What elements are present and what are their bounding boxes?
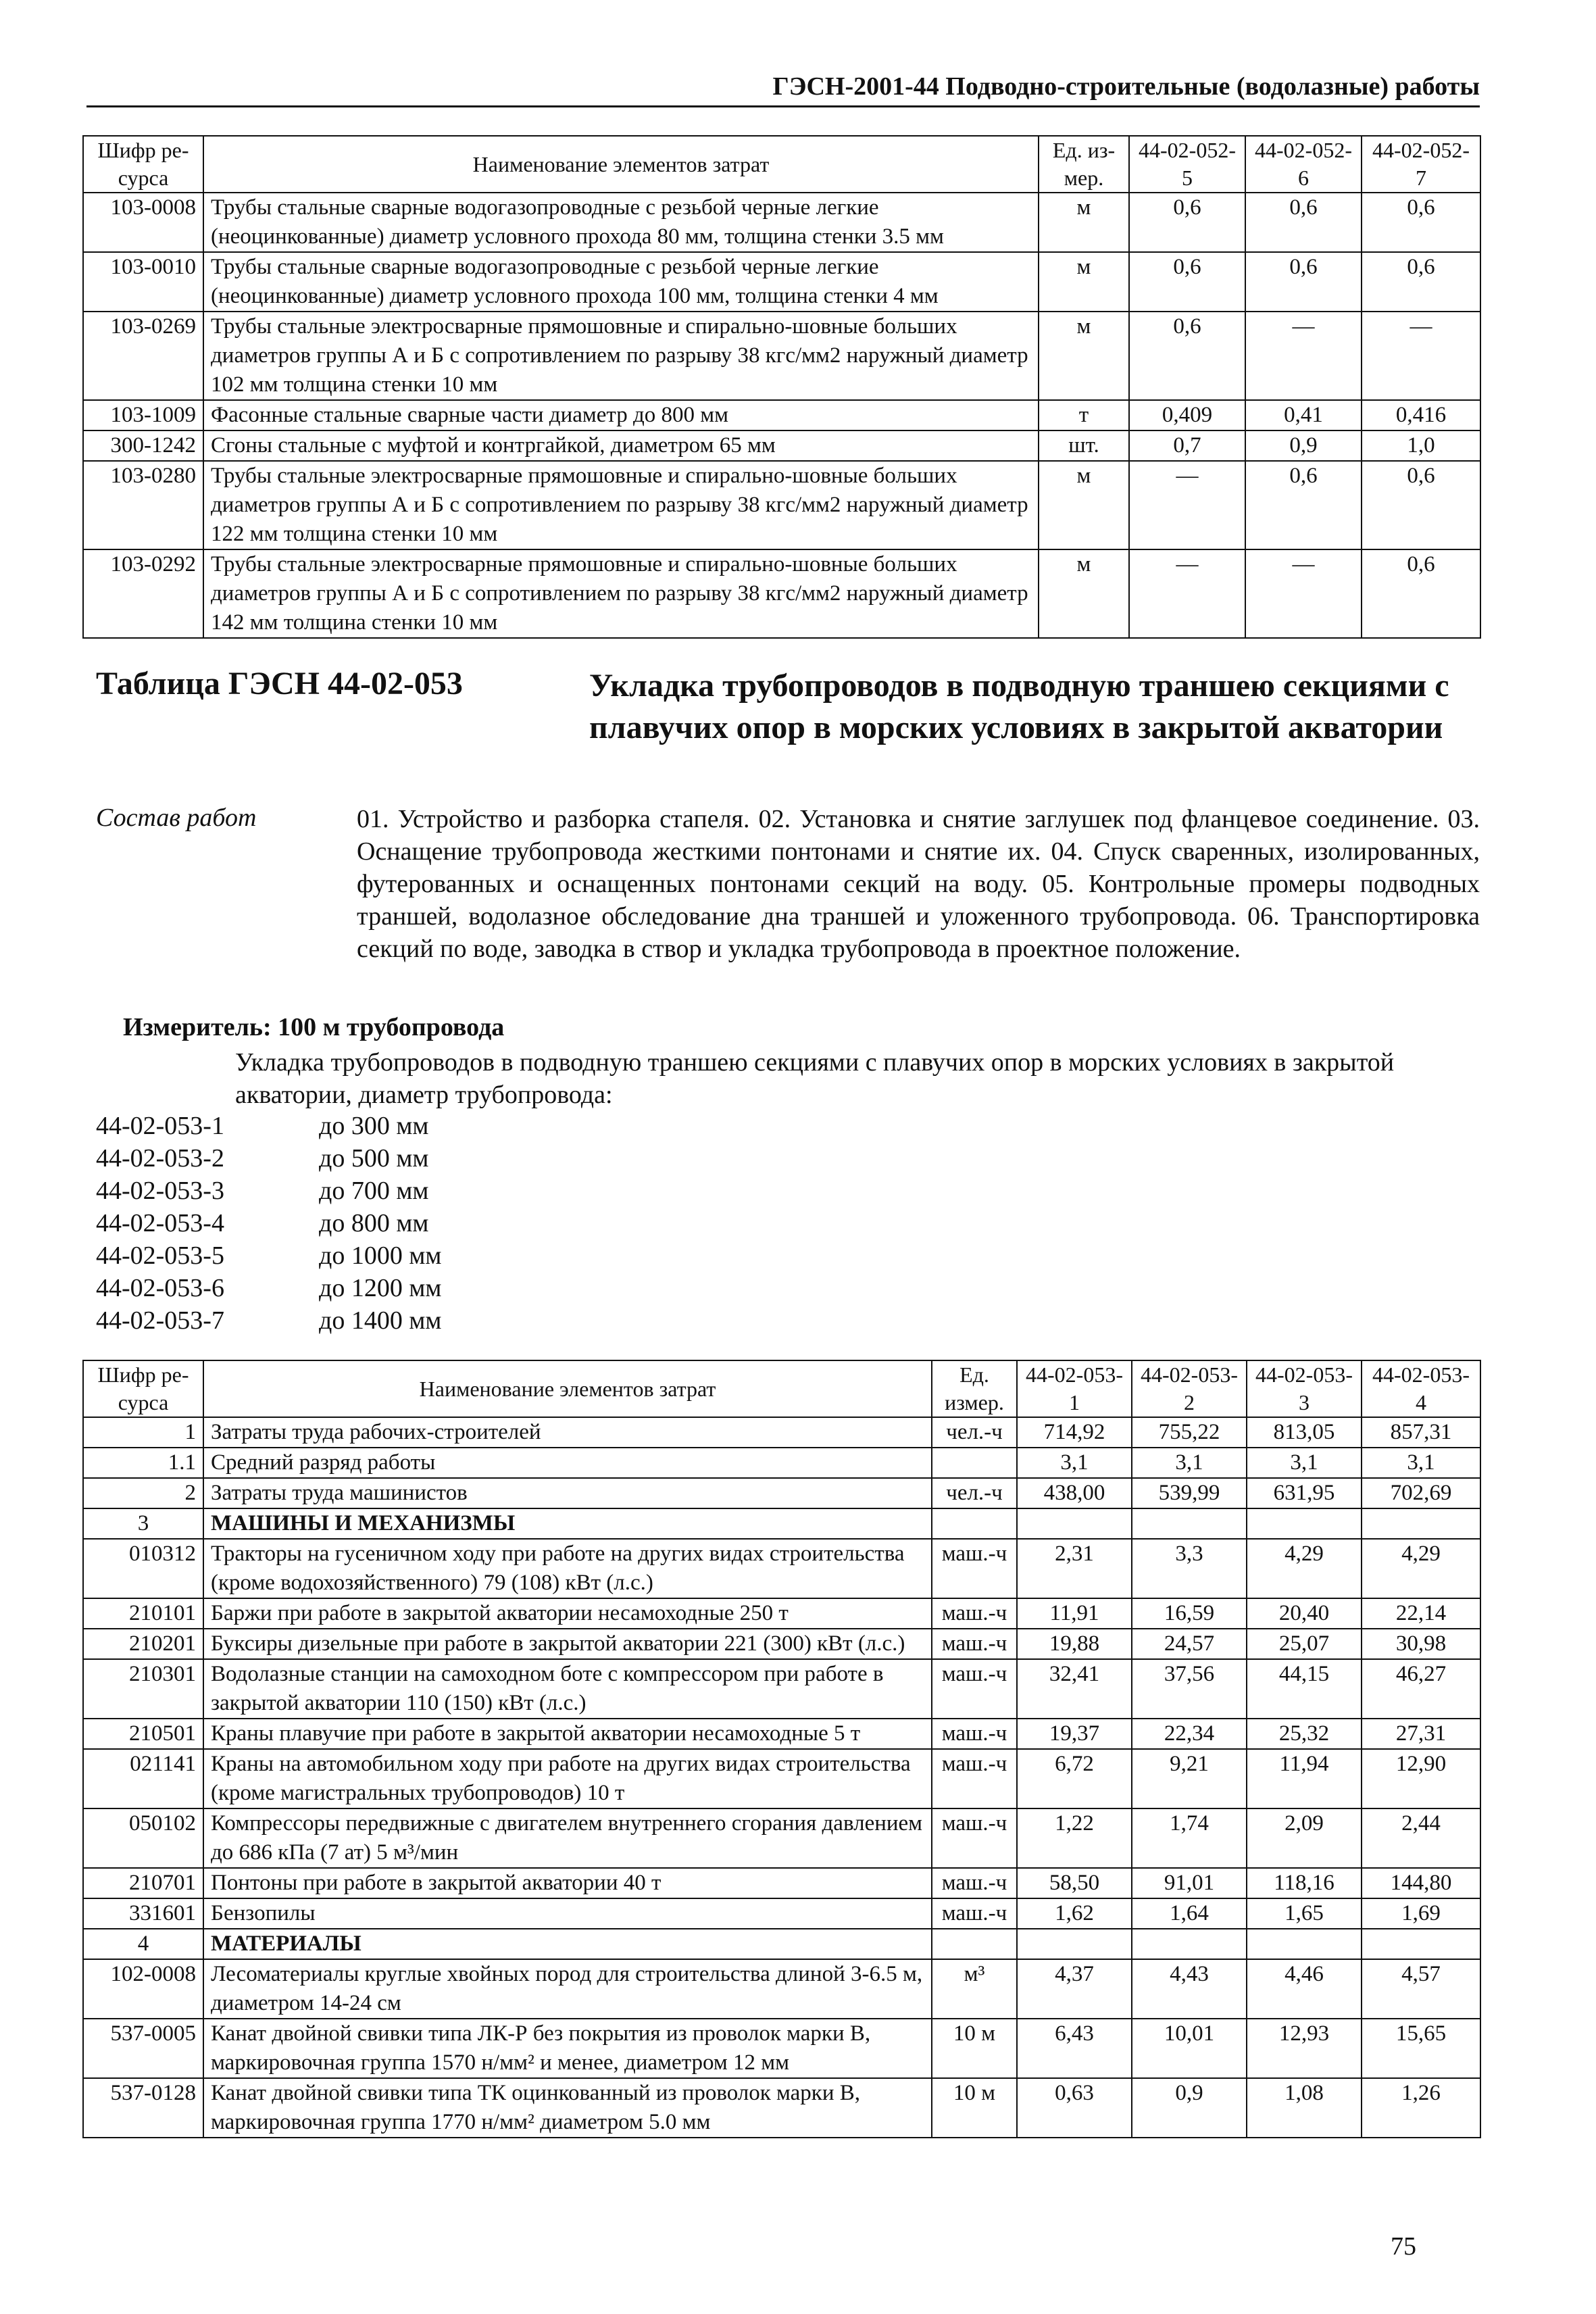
variant-value: до 500 мм	[319, 1144, 429, 1173]
variant-item	[96, 1175, 441, 1207]
value-cell: 1,08	[1247, 2078, 1362, 2138]
unit-cell: маш.-ч	[932, 1868, 1017, 1898]
col-header-variant: 44-02-052-7	[1362, 136, 1480, 193]
value-cell: 0,7	[1129, 430, 1245, 461]
value-cell: 118,16	[1247, 1868, 1362, 1898]
header-rule	[86, 105, 1480, 107]
value-cell: 25,07	[1247, 1629, 1362, 1659]
value-cell: 4,46	[1247, 1959, 1362, 2019]
unit-cell: маш.-ч	[932, 1749, 1017, 1808]
value-cell: 3,3	[1132, 1539, 1247, 1598]
value-cell: 3,1	[1132, 1448, 1247, 1478]
resources-table-053	[82, 1360, 1481, 2138]
col-header-code: Шифр ре-сурса	[83, 136, 203, 193]
value-cell: 0,6	[1129, 252, 1245, 312]
value-cell: 0,6	[1362, 193, 1480, 252]
variant-item	[96, 1239, 441, 1272]
resource-name-cell: Трубы стальные электросварные прямошовные и спирально-шовные больших диаметров группы А и Б с сопротивлением по разрыву 38 кгс/мм2 наружный диаметр 102 мм толщина стенки 10 мм	[203, 312, 1039, 400]
table-row	[83, 1929, 1480, 1959]
value-cell: 12,93	[1247, 2019, 1362, 2078]
variant-value: до 700 мм	[319, 1177, 429, 1205]
resource-code-cell: 103-1009	[83, 400, 203, 430]
value-cell: 0,6	[1129, 312, 1245, 400]
value-cell: 91,01	[1132, 1868, 1247, 1898]
value-cell: 813,05	[1247, 1417, 1362, 1448]
table-row	[83, 549, 1480, 638]
resource-name-cell: Понтоны при работе в закрытой акватории 40 т	[203, 1868, 932, 1898]
value-cell: 714,92	[1017, 1417, 1132, 1448]
resource-name-cell: МАТЕРИАЛЫ	[203, 1929, 932, 1959]
value-cell: 11,94	[1247, 1749, 1362, 1808]
value-cell: 58,50	[1017, 1868, 1132, 1898]
table-row	[83, 2078, 1480, 2138]
variant-code: 44-02-053-6	[96, 1274, 224, 1302]
value-cell: 9,21	[1132, 1749, 1247, 1808]
resource-code-cell: 103-0010	[83, 252, 203, 312]
resource-code-cell: 1	[83, 1417, 203, 1448]
variant-code: 44-02-053-2	[96, 1144, 224, 1173]
table-body	[83, 1417, 1480, 2138]
value-cell: 22,34	[1132, 1719, 1247, 1749]
value-cell: 3,1	[1362, 1448, 1480, 1478]
variant-value: до 300 мм	[319, 1112, 429, 1140]
value-cell	[1017, 1929, 1132, 1959]
unit-cell: чел.-ч	[932, 1417, 1017, 1448]
resource-code-cell: 103-0008	[83, 193, 203, 252]
table-row	[83, 1659, 1480, 1719]
resource-code-cell: 537-0005	[83, 2019, 203, 2078]
value-cell: 438,00	[1017, 1478, 1132, 1508]
resource-name-cell: Сгоны стальные с муфтой и контргайкой, диаметром 65 мм	[203, 430, 1039, 461]
value-cell: 1,74	[1132, 1808, 1247, 1868]
col-header-variant: 44-02-052-6	[1245, 136, 1362, 193]
value-cell: 0,63	[1017, 2078, 1132, 2138]
page-number: 75	[1391, 2232, 1416, 2261]
value-cell: 1,26	[1362, 2078, 1480, 2138]
unit-cell: маш.-ч	[932, 1719, 1017, 1749]
value-cell	[1132, 1508, 1247, 1539]
variant-item	[96, 1272, 441, 1304]
value-cell: 19,88	[1017, 1629, 1132, 1659]
table-row	[83, 430, 1480, 461]
value-cell: 15,65	[1362, 2019, 1480, 2078]
value-cell: 631,95	[1247, 1478, 1362, 1508]
work-composition-label: Состав работ	[96, 804, 257, 832]
table-row	[83, 461, 1480, 549]
resource-name-cell: Трубы стальные сварные водогазопроводные с резьбой черные легкие (неоцинкованные) диаметр условного прохода 80 мм, толщина стенки 3.5 мм	[203, 193, 1039, 252]
value-cell: 10,01	[1132, 2019, 1247, 2078]
value-cell: 4,29	[1362, 1539, 1480, 1598]
unit-cell: маш.-ч	[932, 1598, 1017, 1629]
unit-cell: м	[1039, 461, 1129, 549]
variant-item	[96, 1304, 441, 1337]
variant-value: до 1000 мм	[319, 1241, 442, 1270]
unit-cell	[932, 1929, 1017, 1959]
value-cell: 0,6	[1362, 461, 1480, 549]
meter-description: Укладка трубопроводов в подводную траншею секциями с плавучих опор в морских условиях в закрытой акватории, диаметр трубопровода:	[235, 1048, 1395, 1109]
table-row	[83, 193, 1480, 252]
variant-code: 44-02-053-1	[96, 1112, 224, 1140]
variant-item	[96, 1142, 441, 1175]
unit-cell: маш.-ч	[932, 1808, 1017, 1868]
resource-name-cell: Баржи при работе в закрытой акватории несамоходные 250 т	[203, 1598, 932, 1629]
unit-cell: маш.-ч	[932, 1629, 1017, 1659]
resource-name-cell: Краны плавучие при работе в закрытой акватории несамоходные 5 т	[203, 1719, 932, 1749]
resource-code-cell: 210201	[83, 1629, 203, 1659]
unit-cell: м	[1039, 549, 1129, 638]
value-cell: 0,6	[1362, 549, 1480, 638]
resource-name-cell: Затраты труда рабочих-строителей	[203, 1417, 932, 1448]
value-cell: 20,40	[1247, 1598, 1362, 1629]
resource-code-cell: 010312	[83, 1539, 203, 1598]
value-cell: 44,15	[1247, 1659, 1362, 1719]
col-header-name: Наименование элементов затрат	[203, 136, 1039, 193]
resource-code-cell: 103-0280	[83, 461, 203, 549]
value-cell: 144,80	[1362, 1868, 1480, 1898]
table-row	[83, 1749, 1480, 1808]
table-row	[83, 1719, 1480, 1749]
unit-cell: м	[1039, 193, 1129, 252]
unit-cell	[932, 1448, 1017, 1478]
value-cell: 0,9	[1132, 2078, 1247, 2138]
unit-cell: шт.	[1039, 430, 1129, 461]
table-row	[83, 1868, 1480, 1898]
variant-code: 44-02-053-4	[96, 1209, 224, 1237]
table-body	[83, 193, 1480, 638]
value-cell: 857,31	[1362, 1417, 1480, 1448]
resource-name-cell: Тракторы на гусеничном ходу при работе на других видах строительства (кроме водохозяйственного) 79 (108) кВт (л.с.)	[203, 1539, 932, 1598]
table-row	[83, 1508, 1480, 1539]
value-cell: 0,6	[1245, 252, 1362, 312]
table-row	[83, 1959, 1480, 2019]
col-header-variant: 44-02-053-3	[1247, 1360, 1362, 1417]
resource-name-cell: Канат двойной свивки типа ЛК-Р без покрытия из проволок марки В, маркировочная группа 1570 н/мм² и менее, диаметром 12 мм	[203, 2019, 932, 2078]
resource-name-cell: Краны на автомобильном ходу при работе на других видах строительства (кроме магистральных трубопроводов) 10 т	[203, 1749, 932, 1808]
resource-code-cell: 021141	[83, 1749, 203, 1808]
value-cell: 1,64	[1132, 1898, 1247, 1929]
resource-code-cell: 300-1242	[83, 430, 203, 461]
value-cell	[1247, 1508, 1362, 1539]
table-row	[83, 1629, 1480, 1659]
value-cell: 539,99	[1132, 1478, 1247, 1508]
value-cell: 24,57	[1132, 1629, 1247, 1659]
table-header-row	[83, 1360, 1480, 1417]
variant-code: 44-02-053-3	[96, 1177, 224, 1205]
value-cell: 25,32	[1247, 1719, 1362, 1749]
variant-value: до 800 мм	[319, 1209, 429, 1237]
value-cell: 32,41	[1017, 1659, 1132, 1719]
value-cell: 2,31	[1017, 1539, 1132, 1598]
table-row	[83, 1417, 1480, 1448]
resource-name-cell: Лесоматериалы круглые хвойных пород для строительства длиной 3-6.5 м, диаметром 14-24 см	[203, 1959, 932, 2019]
value-cell: 702,69	[1362, 1478, 1480, 1508]
value-cell	[1362, 1508, 1480, 1539]
table-row	[83, 1539, 1480, 1598]
resource-code-cell: 102-0008	[83, 1959, 203, 2019]
value-cell: —	[1129, 461, 1245, 549]
value-cell: 19,37	[1017, 1719, 1132, 1749]
value-cell: 2,09	[1247, 1808, 1362, 1868]
value-cell: 3,1	[1017, 1448, 1132, 1478]
value-cell: 4,43	[1132, 1959, 1247, 2019]
value-cell: 755,22	[1132, 1417, 1247, 1448]
value-cell: 0,6	[1245, 461, 1362, 549]
value-cell: 27,31	[1362, 1719, 1480, 1749]
variant-value: до 1200 мм	[319, 1274, 442, 1302]
resource-name-cell: Буксиры дизельные при работе в закрытой акватории 221 (300) кВт (л.с.)	[203, 1629, 932, 1659]
table-row	[83, 1808, 1480, 1868]
col-header-name: Наименование элементов затрат	[203, 1360, 932, 1417]
table-row	[83, 1478, 1480, 1508]
value-cell: 11,91	[1017, 1598, 1132, 1629]
value-cell: —	[1245, 549, 1362, 638]
value-cell: 1,22	[1017, 1808, 1132, 1868]
resource-code-cell: 2	[83, 1478, 203, 1508]
table-row	[83, 400, 1480, 430]
resource-name-cell: Канат двойной свивки типа ТК оцинкованный из проволок марки В, маркировочная группа 1770 н/мм² диаметром 5.0 мм	[203, 2078, 932, 2138]
value-cell: 1,69	[1362, 1898, 1480, 1929]
meter-label: Измеритель: 100 м трубопровода	[123, 1013, 505, 1041]
unit-cell: маш.-ч	[932, 1898, 1017, 1929]
unit-cell: чел.-ч	[932, 1478, 1017, 1508]
value-cell: 0,409	[1129, 400, 1245, 430]
table-title: Таблица ГЭСН 44-02-053	[96, 666, 463, 701]
value-cell	[1362, 1929, 1480, 1959]
resource-name-cell: Бензопилы	[203, 1898, 932, 1929]
value-cell: —	[1129, 549, 1245, 638]
resource-name-cell: МАШИНЫ И МЕХАНИЗМЫ	[203, 1508, 932, 1539]
resource-name-cell: Трубы стальные сварные водогазопроводные с резьбой черные легкие (неоцинкованные) диаметр условного прохода 100 мм, толщина стенки 4 мм	[203, 252, 1039, 312]
variant-list	[96, 1110, 441, 1337]
table-description: Укладка трубопроводов в подводную траншею секциями с плавучих опор в морских условиях в закрытой акватории	[589, 668, 1449, 745]
resource-name-cell: Средний разряд работы	[203, 1448, 932, 1478]
value-cell: 16,59	[1132, 1598, 1247, 1629]
resource-code-cell: 4	[83, 1929, 203, 1959]
value-cell: 0,41	[1245, 400, 1362, 430]
unit-cell: 10 м	[932, 2019, 1017, 2078]
resource-name-cell: Водолазные станции на самоходном боте с компрессором при работе в закрытой акватории 110 (150) кВт (л.с.)	[203, 1659, 932, 1719]
value-cell	[1247, 1929, 1362, 1959]
table-row	[83, 312, 1480, 400]
col-header-variant: 44-02-053-4	[1362, 1360, 1480, 1417]
unit-cell: т	[1039, 400, 1129, 430]
resource-code-cell: 331601	[83, 1898, 203, 1929]
unit-cell	[932, 1508, 1017, 1539]
variant-code: 44-02-053-7	[96, 1306, 224, 1335]
resource-code-cell: 1.1	[83, 1448, 203, 1478]
value-cell: 0,6	[1245, 193, 1362, 252]
table-row	[83, 252, 1480, 312]
unit-cell: маш.-ч	[932, 1539, 1017, 1598]
value-cell: 0,416	[1362, 400, 1480, 430]
resource-name-cell: Компрессоры передвижные с двигателем внутреннего сгорания давлением до 686 кПа (7 ат) 5 м³/мин	[203, 1808, 932, 1868]
resource-code-cell: 210101	[83, 1598, 203, 1629]
resource-code-cell: 103-0292	[83, 549, 203, 638]
resource-code-cell: 103-0269	[83, 312, 203, 400]
value-cell	[1017, 1508, 1132, 1539]
value-cell: 4,29	[1247, 1539, 1362, 1598]
resource-name-cell: Затраты труда машинистов	[203, 1478, 932, 1508]
value-cell: 30,98	[1362, 1629, 1480, 1659]
value-cell: 0,6	[1129, 193, 1245, 252]
value-cell: 1,0	[1362, 430, 1480, 461]
work-composition-text: 01. Устройство и разборка стапеля. 02. Установка и снятие заглушек под фланцевое соединение. 03. Оснащение трубопровода жесткими понтонами и снятие их. 04. Спуск сваренных, изолированных, футерованных и оснащенных понтонами секций на воду. 05. Контрольные промеры подводных траншей, водолазное обследование дна траншей и уложенного трубопровода. 06. Транспортировка секций по воде, заводка в створ и укладка трубопровода в проектное положение.	[357, 805, 1480, 963]
variant-code: 44-02-053-5	[96, 1241, 224, 1270]
col-header-variant: 44-02-052-5	[1129, 136, 1245, 193]
value-cell: 6,72	[1017, 1749, 1132, 1808]
value-cell: —	[1245, 312, 1362, 400]
resources-table-052	[82, 135, 1481, 639]
variant-item	[96, 1207, 441, 1239]
value-cell: 3,1	[1247, 1448, 1362, 1478]
value-cell: 4,57	[1362, 1959, 1480, 2019]
value-cell: 6,43	[1017, 2019, 1132, 2078]
col-header-code: Шифр ре-сурса	[83, 1360, 203, 1417]
resource-name-cell: Трубы стальные электросварные прямошовные и спирально-шовные больших диаметров группы А и Б с сопротивлением по разрыву 38 кгс/мм2 наружный диаметр 122 мм толщина стенки 10 мм	[203, 461, 1039, 549]
value-cell: 46,27	[1362, 1659, 1480, 1719]
value-cell: 1,62	[1017, 1898, 1132, 1929]
unit-cell: м³	[932, 1959, 1017, 2019]
col-header-unit: Ед. из-мер.	[1039, 136, 1129, 193]
unit-cell: м	[1039, 312, 1129, 400]
unit-cell: м	[1039, 252, 1129, 312]
table-header-row	[83, 136, 1480, 193]
value-cell: 1,65	[1247, 1898, 1362, 1929]
value-cell: 22,14	[1362, 1598, 1480, 1629]
variant-value: до 1400 мм	[319, 1306, 442, 1335]
table-row	[83, 1898, 1480, 1929]
value-cell: 12,90	[1362, 1749, 1480, 1808]
unit-cell: 10 м	[932, 2078, 1017, 2138]
resource-code-cell: 210301	[83, 1659, 203, 1719]
resource-name-cell: Трубы стальные электросварные прямошовные и спирально-шовные больших диаметров группы А и Б с сопротивлением по разрыву 38 кгс/мм2 наружный диаметр 142 мм толщина стенки 10 мм	[203, 549, 1039, 638]
resource-name-cell: Фасонные стальные сварные части диаметр до 800 мм	[203, 400, 1039, 430]
unit-cell: маш.-ч	[932, 1659, 1017, 1719]
table-row	[83, 1598, 1480, 1629]
resource-code-cell: 3	[83, 1508, 203, 1539]
value-cell: 4,37	[1017, 1959, 1132, 2019]
resource-code-cell: 537-0128	[83, 2078, 203, 2138]
value-cell: 37,56	[1132, 1659, 1247, 1719]
table-row	[83, 2019, 1480, 2078]
col-header-variant: 44-02-053-1	[1017, 1360, 1132, 1417]
page-header: ГЭСН-2001-44 Подводно-строительные (водолазные) работы	[772, 72, 1480, 101]
col-header-unit: Ед. измер.	[932, 1360, 1017, 1417]
resource-code-cell: 210501	[83, 1719, 203, 1749]
table-row	[83, 1448, 1480, 1478]
resource-code-cell: 210701	[83, 1868, 203, 1898]
value-cell	[1132, 1929, 1247, 1959]
resource-code-cell: 050102	[83, 1808, 203, 1868]
value-cell: —	[1362, 312, 1480, 400]
value-cell: 0,9	[1245, 430, 1362, 461]
variant-item	[96, 1110, 441, 1142]
value-cell: 0,6	[1362, 252, 1480, 312]
value-cell: 2,44	[1362, 1808, 1480, 1868]
col-header-variant: 44-02-053-2	[1132, 1360, 1247, 1417]
